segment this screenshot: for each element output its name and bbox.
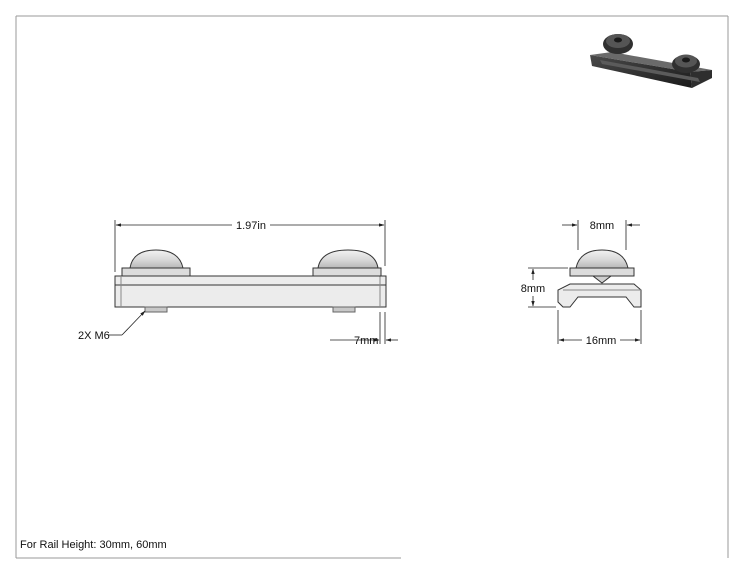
offset-dimension-label: 7mm bbox=[354, 335, 379, 347]
top-width-dimension-label: 8mm bbox=[589, 220, 615, 232]
side-view bbox=[558, 250, 641, 307]
height-dimension-label: 8mm bbox=[520, 283, 546, 295]
isometric-thumbnail bbox=[590, 34, 712, 88]
length-dimension-label: 1.97in bbox=[236, 220, 266, 232]
rail-height-note: For Rail Height: 30mm, 60mm bbox=[20, 539, 167, 551]
front-view bbox=[115, 250, 386, 312]
thread-callout-leader bbox=[108, 311, 145, 335]
thread-callout-label: 2X M6 bbox=[78, 330, 110, 342]
base-width-dimension-label: 16mm bbox=[585, 335, 617, 347]
